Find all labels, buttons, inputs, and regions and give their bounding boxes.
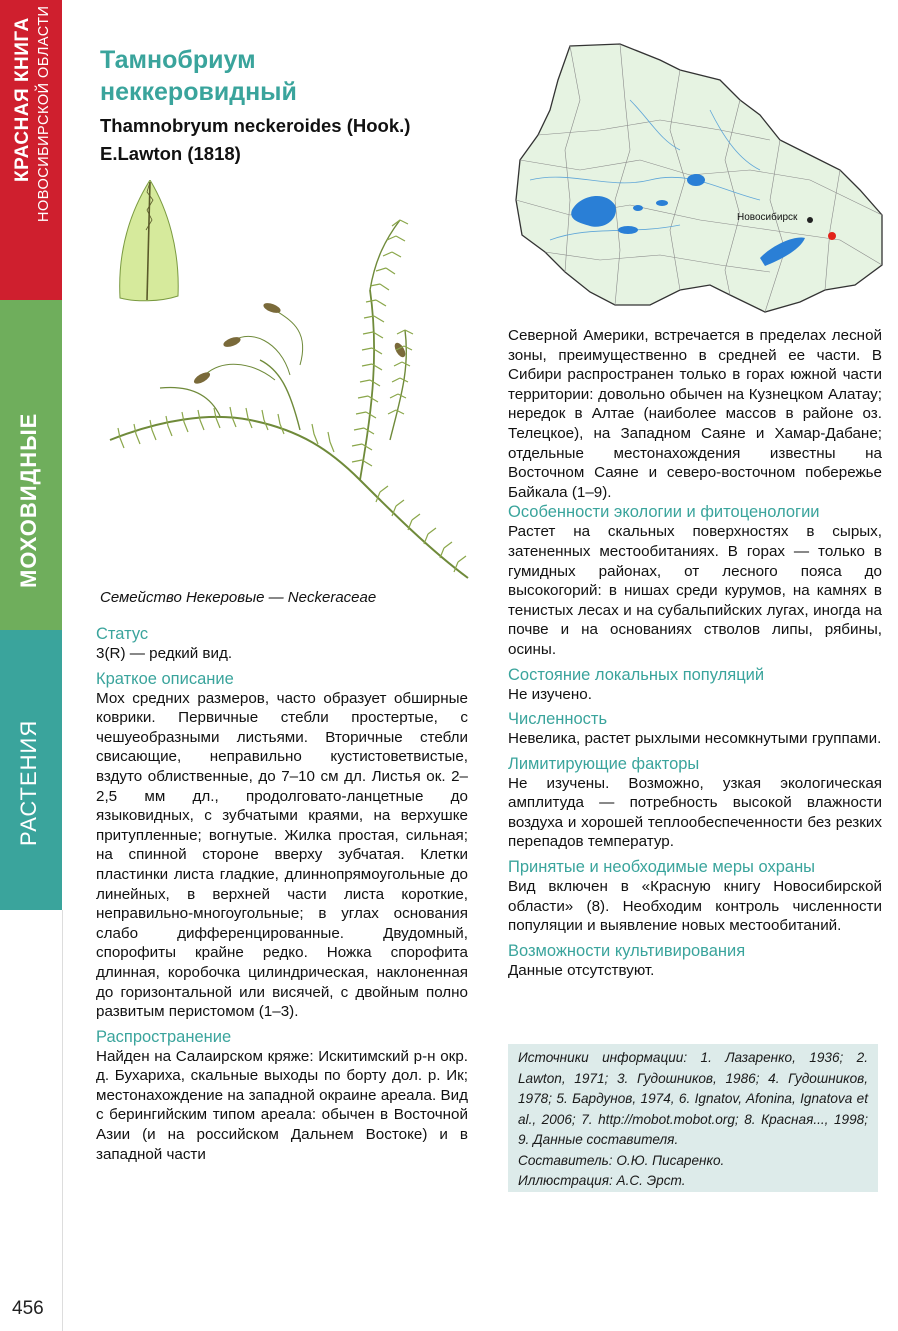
family-caption: Семейство Некеровые — Neckeraceae	[100, 589, 377, 606]
right-column	[508, 326, 882, 985]
section-text: Не изучены. Возможно, узкая экологическая амплитуда — потребность высокой влажности воздуха и хорошей теплообеспеченности без резких перепадов температур.	[508, 774, 882, 851]
section-text: Мох средних размеров, часто образует обширные коврики. Первичные стебли простертые, с чешуеобразными листьями. Вторичные стебли свисающие, неправильно кустистоветвистые, вздуто облиственные, до 7–10 см дл. Листья ок. 2–2,5 мм дл., продолговато-ланцетные до языковидных, с зубчатыми краями, на верхушке притупленные; вогнутые. Жилка простая, сильная; на спинной стороне вверху зубчатая. Клетки пластинки листа гладкие, длиннопрямоугольные до линейных, в верхней части листа короткие, неправильно-многоугольные; в углах основания слабо дифференцированные. Двудомный, спорофиты крайне редко. Ножка спорофита длинная, коробочка цилиндрическая, наклоненная до горизонтальной или висячей, с двойным полно развитым перистомом (1–3).	[96, 689, 468, 1021]
sources-illustration: Иллюстрация: А.С. Эрст.	[518, 1173, 686, 1188]
section-text: Не изучено.	[508, 685, 592, 703]
species-name-ru: Тамнобриум неккеровидный	[100, 46, 297, 106]
section-heading: Численность	[508, 710, 608, 729]
latin-line-1: Thamnobryum neckeroides (Hook.)	[100, 115, 411, 136]
section-heading: Особенности экологии и фитоценологии	[508, 503, 820, 522]
section-cultivation	[508, 941, 882, 981]
sources-box	[508, 1044, 878, 1192]
side-band	[0, 0, 62, 1331]
section-ecology	[508, 502, 882, 659]
kingdom-label: РАСТЕНИЯ	[16, 719, 41, 846]
section-heading: Лимитирующие факторы	[508, 754, 700, 773]
section-limiting-factors	[508, 754, 882, 852]
section-text: Найден на Салаирском кряже: Искитимский р-н окр. д. Бухариха, скальные выходы по борту дол. р. Ик; местонахождение на западной окраине ареала. Вид с берингийским типом ареала: обычен в Восточной Азии (и на российском Дальнем Востоке) и в западной части	[96, 1047, 468, 1163]
sources-info: Источники информации: 1. Лазаренко, 1936; 2. Lawton, 1971; 3. Гудошников, 1986; 4. Гудошников, 1978; 5. Бардунов, 1974, 6. Ignatov, Afonina, Ignatova et al., 2006; 7. http://mobot.mobot.org; 8. Красная..., 1998; 9. Данные составителя.	[518, 1050, 868, 1147]
section-description	[96, 669, 468, 1022]
page-number: 456	[12, 1298, 44, 1319]
section-populations	[508, 665, 882, 705]
book-title: КРАСНАЯ КНИГА	[12, 17, 33, 182]
group-label: МОХОВИДНЫЕ	[16, 412, 41, 588]
sources-compiler: Составитель: О.Ю. Писаренко.	[518, 1152, 725, 1168]
section-heading: Состояние локальных популяций	[508, 665, 765, 684]
section-text: Вид включен в «Красную книгу Новосибирской области» (8). Необходим контроль численности популяции и выявление новых местообитаний.	[508, 878, 882, 935]
city-marker	[807, 217, 813, 223]
city-label: Новосибирск	[737, 212, 798, 223]
section-heading: Распространение	[96, 1027, 232, 1046]
section-status	[96, 624, 468, 664]
side-band-white	[0, 910, 63, 1331]
distribution-map	[510, 40, 888, 322]
latin-line-2: E.Lawton (1818)	[100, 143, 241, 164]
distribution-continuation: Северной Америки, встречается в пределах лесной зоны, преимущественно в средней ее части. В Сибири распространен только в горах южной части территории: довольно обычен на Кузнецком Алатау; нередок в Алтае (наиболее массов в районе оз. Телецкое), на Западном Саяне и Хамар-Дабане; отдельные местонахождения известны на Восточном Саяне и северо-восточном побережье Байкала (1–9).	[508, 327, 882, 501]
book-region: НОВОСИБИРСКОЙ ОБЛАСТИ	[36, 5, 52, 222]
locality-marker	[828, 232, 836, 240]
section-heading: Возможности культивирования	[508, 941, 746, 960]
leaf-drawing	[120, 180, 179, 301]
moss-illustration	[100, 180, 480, 590]
section-text: Растет на скальных поверхностях в сырых, затененных местообитаниях. В горах — только в гумидных районах, от лесного пояса до высокогорий: в нишах среди курумов, на камнях в тенистых лесах и на субальпийских лугах, иногда на почве и на основаниях стволов липы, рябины, осины.	[508, 523, 882, 658]
section-text: 3(R) — редкий вид.	[96, 645, 233, 662]
section-abundance	[508, 709, 882, 749]
section-heading: Краткое описание	[96, 669, 234, 688]
section-distribution	[96, 1027, 468, 1165]
section-text: Данные отсутствуют.	[508, 961, 655, 979]
section-heading: Статус	[96, 625, 149, 643]
left-column	[96, 624, 468, 1169]
section-heading: Принятые и необходимые меры охраны	[508, 858, 816, 877]
section-text: Невелика, растет рыхлыми несомкнутыми группами.	[508, 730, 882, 748]
section-protection	[508, 857, 882, 936]
species-name-latin	[100, 112, 480, 168]
